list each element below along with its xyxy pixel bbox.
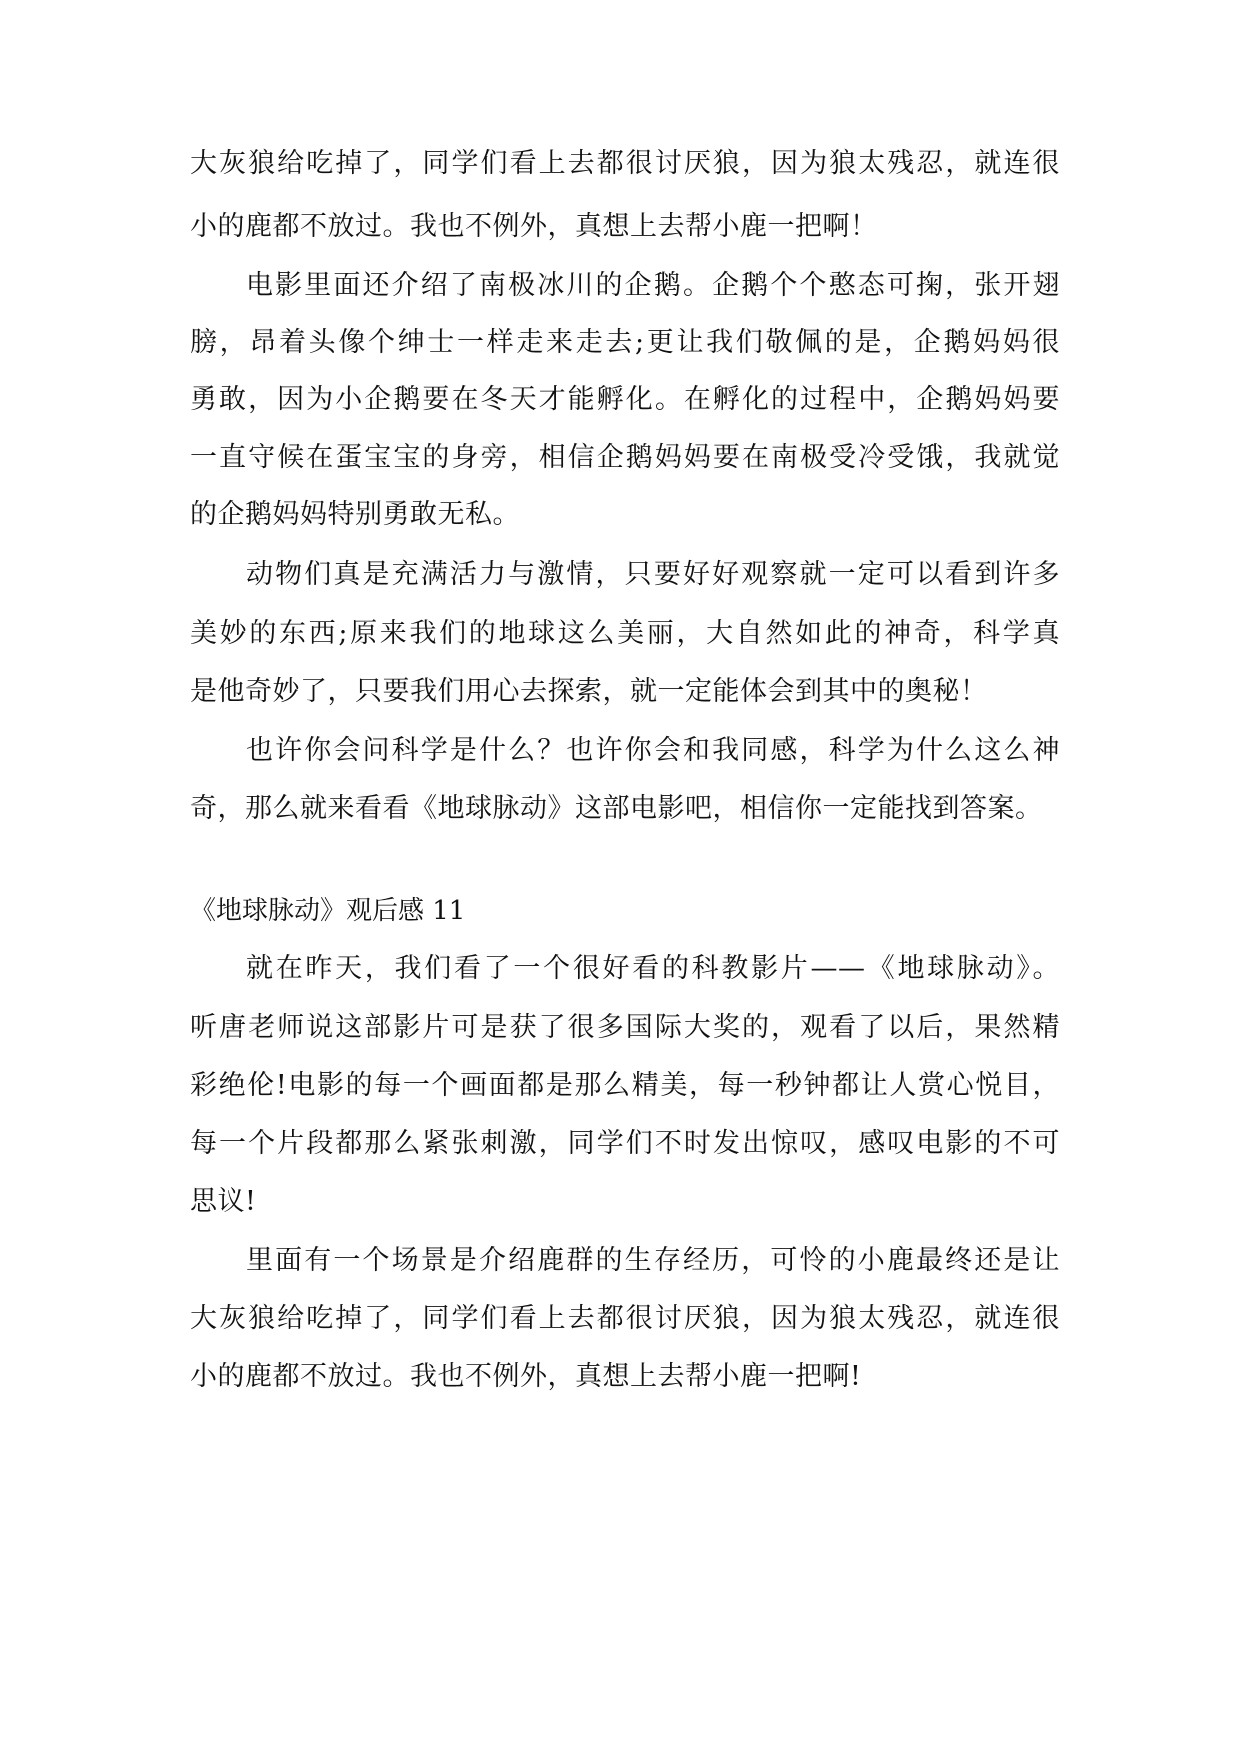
paragraph-line: 也许你会问科学是什么？也许你会和我同感，科学为什么这么神	[246, 735, 1060, 766]
paragraph-line: 电影里面还介绍了南极冰川的企鹅。企鹅个个憨态可掬，张开翅	[246, 270, 1060, 301]
paragraph-line: 每一个片段都那么紧张刺激，同学们不时发出惊叹，感叹电影的不可	[190, 1128, 1060, 1159]
paragraph-line: 膀，昂着头像个绅士一样走来走去;更让我们敬佩的是，企鹅妈妈很	[190, 327, 1060, 358]
paragraph-line: 美妙的东西;原来我们的地球这么美丽，大自然如此的神奇，科学真	[190, 618, 1060, 649]
paragraph-line: 思议!	[190, 1186, 257, 1217]
paragraph-line: 里面有一个场景是介绍鹿群的生存经历，可怜的小鹿最终还是让	[246, 1245, 1060, 1276]
paragraph-line: 听唐老师说这部影片可是获了很多国际大奖的，观看了以后，果然精	[190, 1012, 1060, 1043]
paragraph-line: 一直守候在蛋宝宝的身旁，相信企鹅妈妈要在南极受冷受饿，我就觉	[190, 442, 1060, 473]
paragraph-line: 大灰狼给吃掉了，同学们看上去都很讨厌狼，因为狼太残忍，就连很	[190, 1303, 1060, 1334]
paragraph-line: 就在昨天，我们看了一个很好看的科教影片——《地球脉动》。	[246, 953, 1060, 984]
paragraph-line: 小的鹿都不放过。我也不例外，真想上去帮小鹿一把啊!	[190, 1361, 862, 1392]
section-heading: 《地球脉动》观后感 11	[190, 896, 466, 926]
paragraph-line: 大灰狼给吃掉了，同学们看上去都很讨厌狼，因为狼太残忍，就连很	[190, 148, 1060, 179]
paragraph-line: 彩绝伦!电影的每一个画面都是那么精美，每一秒钟都让人赏心悦目，	[190, 1070, 1060, 1101]
paragraph-line: 的企鹅妈妈特别勇敢无私。	[190, 499, 520, 530]
paragraph-line: 小的鹿都不放过。我也不例外，真想上去帮小鹿一把啊！	[190, 211, 878, 242]
paragraph-line: 动物们真是充满活力与激情，只要好好观察就一定可以看到许多	[246, 559, 1060, 590]
paragraph-line: 奇，那么就来看看《地球脉动》这部电影吧，相信你一定能找到答案。	[190, 793, 1043, 824]
paragraph-line: 是他奇妙了，只要我们用心去探索，就一定能体会到其中的奥秘！	[190, 676, 988, 707]
paragraph-line: 勇敢，因为小企鹅要在冬天才能孵化。在孵化的过程中，企鹅妈妈要	[190, 384, 1060, 415]
